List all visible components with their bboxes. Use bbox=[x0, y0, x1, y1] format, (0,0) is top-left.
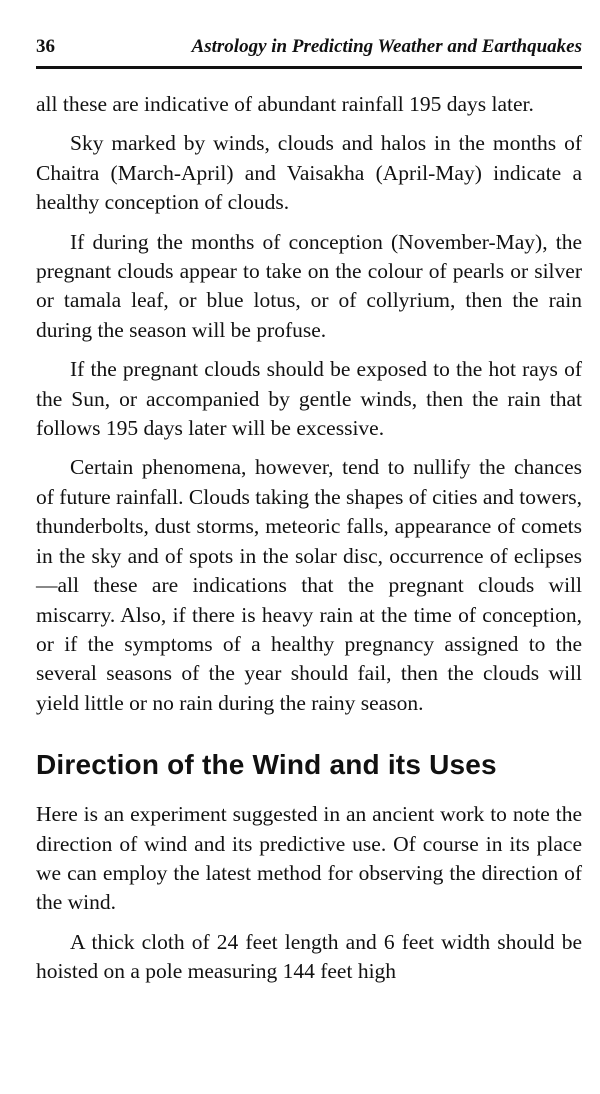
paragraph-cloud-colours: If during the months of conception (November-May), the pregnant clouds appear to take on the colour of pearls or silver or tamala leaf, or blue lotus, or of collyrium, then the rain during the season will be profuse. bbox=[36, 229, 582, 342]
paragraph-nullifying-phenomena: Certain phenomena, however, tend to nullify the chances of future rainfall. Clouds taking the shapes of cities and towers, thunderbolts, dust storms, meteoric falls, appearance of comets in the sky and of spots in the solar disc, occurrence of eclipses—all these are indications that the pregnant clouds will miscarry. Also, if there is heavy rain at the time of conception, or if the symptoms of a healthy pregnancy assigned to the several seasons of the year should fail, then the clouds will yield little or no rain during the rainy season. bbox=[36, 455, 582, 715]
header-rule bbox=[36, 66, 582, 69]
running-head bbox=[36, 36, 582, 62]
paragraph-sun-rays: If the pregnant clouds should be exposed to the hot rays of the Sun, or accompanied by gentle winds, then the rain that follows 195 days later will be excessive. bbox=[36, 357, 582, 441]
body-text bbox=[36, 90, 582, 997]
paragraph-cloth-pole: A thick cloth of 24 feet length and 6 feet width should be hoisted on a pole measuring 144 feet high bbox=[36, 929, 582, 984]
page-number: 36 bbox=[36, 36, 55, 57]
section-heading: Direction of the Wind and its Uses bbox=[36, 749, 497, 781]
paragraph-sky-signs: Sky marked by winds, clouds and halos in the months of Chaitra (March-April) and Vaisakha (April-May) indicate a healthy conception of clouds. bbox=[36, 131, 582, 215]
paragraph-continued: all these are indicative of abundant rainfall 195 days later. bbox=[36, 92, 534, 116]
paragraph-wind-experiment: Here is an experiment suggested in an ancient work to note the direction of wind and its predictive use. Of course in its place we can employ the latest method for observing the direction of the wind. bbox=[36, 802, 582, 915]
book-title: Astrology in Predicting Weather and Earthquakes bbox=[191, 36, 582, 57]
